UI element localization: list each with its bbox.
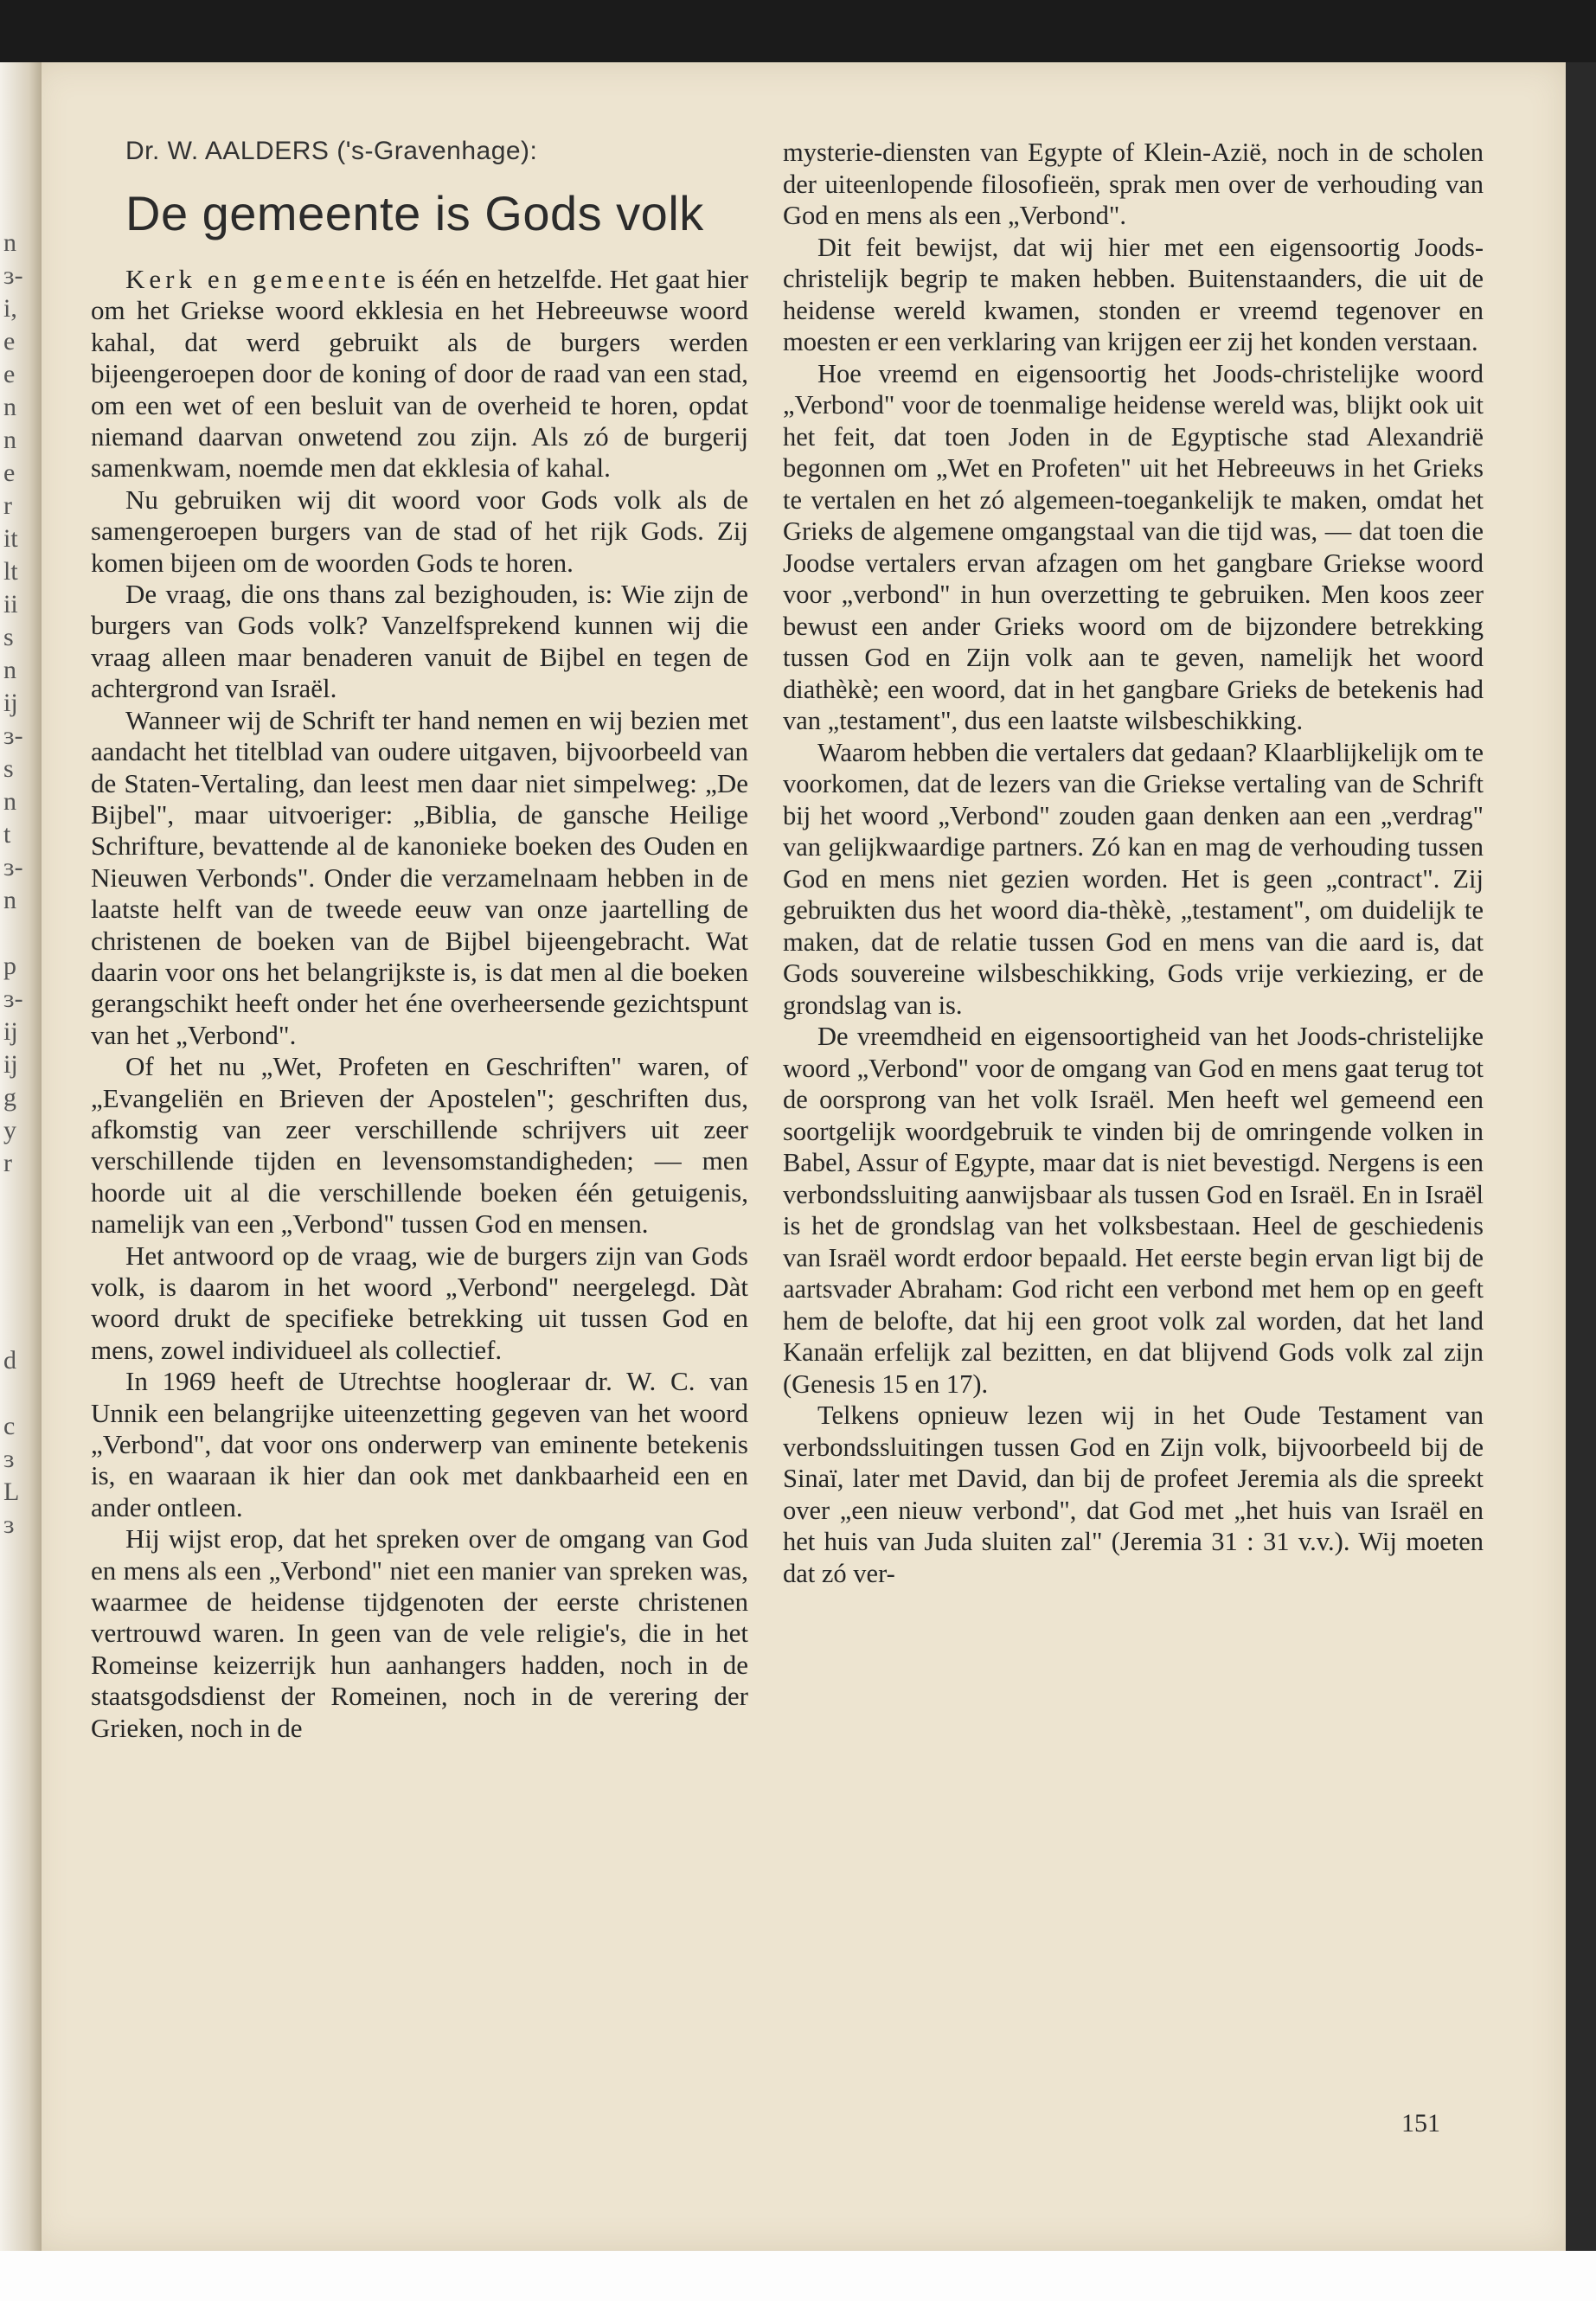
gutter-letter: t [3, 820, 11, 849]
gutter-letter: r [3, 491, 12, 520]
gutter-letter: n [3, 656, 16, 684]
gutter-letter: ij [3, 1017, 18, 1046]
gutter-letter [3, 1246, 22, 1279]
gutter-letter: e [3, 458, 16, 487]
paragraph [91, 705, 748, 1051]
gutter-letter: ɜ- [3, 984, 23, 1013]
paragraph [783, 1021, 1484, 1400]
paragraph [783, 137, 1484, 232]
article-byline: Dr. W. AALDERS ('s-Gravenhage): [125, 137, 538, 165]
left-column-body [91, 264, 748, 1744]
paragraph-text: De vreemdheid en eigensoortigheid van het Joods-christelijke woord „Verbond" voor de omgang van God en mens gaat terug tot de oorsprong van het volk Israël. Men heeft wel gemeend een soortgelijk woordgebruik te vinden bij de omringende volken in Babel, Assur of Egypte, maar dat is niet bevestigd. Nergens is een verbondssluiting aanwijsbaar als tussen God en Israël. En in Israël is het de grondslag van het volksbestaan. Heel de geschiedenis van Israël wordt erdoor bepaald. Het eerste begin ervan ligt bij de aartsvader Abraham: God richt een verbond met hem op en geeft hem de belofte, dat hij een groot volk zal worden, dat het land Kanaän erfelijk zal bezitten, en dat blijvend Gods volk zal zijn (Genesis 15 en 17). [783, 1022, 1484, 1399]
gutter-letter: n [3, 228, 16, 257]
left-column [91, 137, 748, 1744]
paragraph-text: Het antwoord op de vraag, wie de burgers zijn van Gods volk, is daarom in het woord „Verbond" neergelegd. Dàt woord drukt de specifieke betrekking uit tussen God en mens, zowel individueel als collectief. [91, 1240, 748, 1365]
paragraph [91, 1366, 748, 1523]
paragraph-text: Waarom hebben die vertalers dat gedaan? Klaarblijkelijk om te voorkomen, dat de lezers van die Griekse vertaling van de Schrift bij het woord „Verbond" zouden gaan denken aan een „verdrag" van gelijkwaardige partners. Zó kan en mag de verhouding tussen God en mens niet gezien worden. Het is geen „contract". Zij gebruikten dus het woord dia-thèkè, „testament", om duidelijk te maken, dat de relatie tussen God en mens van die aard is, dat Gods souvereine wilsbeschikking, Gods vrije verkiezing, er de grondslag van is. [783, 737, 1484, 1020]
paragraph-text: mysterie-diensten van Egypte of Klein-Azië, noch in de scholen der uiteenlopende filosofieën, sprak men over de verhouding van God en mens als een „Verbond". [783, 138, 1484, 230]
gutter-letter: n [3, 787, 16, 816]
gutter-letter: e [3, 360, 16, 388]
gutter-letter: ij [3, 1050, 18, 1079]
gutter-letter: ɜ- [3, 853, 23, 881]
gutter-letter: y [3, 1116, 16, 1144]
paragraph-text: Wanneer wij de Schrift ter hand nemen en wij bezien met aandacht het titelblad van oudere uitgaven, bijvoorbeeld van de Staten-Vertaling, dan leest men daar niet simpelweg: „De Bijbel", maar uitvoeriger: „Biblia, de gansche Heilige Schrifture, bevattende al de kanonieke boeken des Ouden en Nieuwen Verbonds". Onder die verzamelnaam hebben in de laatste helft van de tweede eeuw van onze jaartelling de christenen de boeken van de Bijbel bijeengebracht. Wat daarin voor ons het belangrijkste is, is dat men al die boeken gerangschikt heeft onder het éne overheersende gezichtspunt van het „Verbond". [91, 704, 748, 1050]
gutter-letter: s [3, 754, 14, 783]
paragraph-text: De vraag, die ons thans zal bezighouden, is: Wie zijn de burgers van Gods volk? Vanzelfsprekend kunnen wij die vraag alleen maar benaderen vanuit de Bijbel en tegen de achtergrond van Israël. [91, 579, 748, 704]
gutter-letter: c [3, 1412, 16, 1440]
paragraph [91, 1523, 748, 1744]
gutter-letter: e [3, 327, 16, 356]
top-dark-band [0, 0, 1596, 62]
paragraph-text: is één en hetzelfde. Het gaat hier om het Griekse woord ekklesia en het Hebreeuwse woord kahal, dat werd gebruikt als de burgers werden bijeengeroepen door de koning of door de raad van een stad, om een wet of een besluit van de overheid te horen, opdat niemand daarvan onwetend zou zijn. Als zó de burgerij samenkwam, noemde men dat ekklesia of kahal. [91, 264, 748, 484]
gutter-letter [3, 917, 22, 950]
paragraph [783, 1400, 1484, 1589]
gutter-letter [3, 1377, 22, 1410]
left-gutter-previous-page [0, 62, 42, 2251]
paragraph [91, 264, 748, 484]
paragraph [91, 484, 748, 579]
gutter-letter: n [3, 886, 16, 914]
gutter-letter: i, [3, 294, 17, 323]
gutter-letter: s [3, 623, 14, 651]
gutter-letter [3, 1279, 22, 1311]
paragraph-text: Hij wijst erop, dat het spreken over de omgang van God en mens als een „Verbond" niet een manier van spreken was, waarmee de heidense tijdgenoten der eerste christenen vertrouwd waren. In geen van de vele religie's, die in het Romeinse keizerrijk hun aanhangers hadden, noch in de staatsgodsdienst der Romeinen, noch in de verering der Grieken, noch in de [91, 1523, 748, 1743]
gutter-letter: ɜ [3, 1510, 15, 1539]
gutter-letter: r [3, 1149, 12, 1177]
page-number: 151 [1401, 2109, 1440, 2138]
gutter-letter: p [3, 952, 16, 980]
paragraph [91, 1240, 748, 1367]
paragraph [91, 579, 748, 705]
gutter-letter: ɜ [3, 1445, 15, 1473]
gutter-letter: ɜ- [3, 261, 23, 290]
right-dark-edge [1566, 62, 1596, 2251]
bottom-margin [0, 2251, 1596, 2301]
gutter-letter: g [3, 1083, 16, 1112]
paragraph [91, 1051, 748, 1240]
gutter-letter: ii [3, 590, 18, 619]
spaced-lead-words: Kerk en gemeente [125, 264, 390, 294]
gutter-letter: ij [3, 689, 18, 717]
gutter-letter: ɜ- [3, 721, 23, 750]
gutter-letter: d [3, 1346, 16, 1375]
paragraph-text: Telkens opnieuw lezen wij in het Oude Testament van verbondssluitingen tussen God en Zijn volk, bijvoorbeeld bij de Sinaï, later met David, dan bij de profeet Jeremia als die spreekt over „een nieuw verbond", dat God met „het huis van Israël en het huis van Juda sluiten zal" (Jeremia 31 : 31 v.v.). Wij moeten dat zó ver- [783, 1400, 1484, 1588]
gutter-letter: it [3, 524, 18, 553]
gutter-fragment-letters [3, 227, 22, 1541]
gutter-letter [3, 1213, 22, 1246]
gutter-letter: lt [3, 557, 18, 586]
paragraph [783, 737, 1484, 1022]
paragraph-text: Dit feit bewijst, dat wij hier met een eigensoortig Joods-christelijk begrip te maken hebben. Buitenstaanders, die uit de heidense wereld kwamen, stonden er vreemd tegenover en moesten er een verklaring van krijgen eer zij het konden verstaan. [783, 232, 1484, 356]
paragraph-text: Hoe vreemd en eigensoortig het Joods-christelijke woord „Verbond" voor de toenmalige heidense wereld was, blijkt ook uit het feit, dat toen Joden in de Egyptische stad Alexandrië begonnen om „Wet en Profeten" uit het Hebreeuws in het Grieks te vertalen en het zó algemeen-toegankelijk te maken, omdat het Grieks de algemene omgangstaal van die tijd was, — dat toen die Joodse vertalers ervan afzagen om het gangbare Griekse woord voor „verbond" in hun overzetting te gebruiken. Men koos zeer bewust een ander Grieks woord om de bijzondere betrekking tussen God en Zijn volk aan te geven, namelijk het woord diathèkè; een woord, dat in het gangbare Grieks de betekenis had van „testament", dus een laatste wilsbeschikking. [783, 358, 1484, 735]
gutter-letter: n [3, 393, 16, 421]
paragraph-text: In 1969 heeft de Utrechtse hoogleraar dr. W. C. van Unnik een belangrijke uiteenzetting gegeven van het woord „Verbond", dat voor ons onderwerp van eminente betekenis is, en waaraan ik hier dan ook met dankbaarheid een en ander ontleen. [91, 1366, 748, 1522]
paragraph-text: Of het nu „Wet, Profeten en Geschriften" waren, of „Evangeliën en Brieven der Apostelen"; geschriften dus, afkomstig van zeer verschillende schrijvers uit zeer verschillende tijden en levensomstandigheden; — men hoorde uit al die verschillende boeken één getuigenis, namelijk van een „Verbond" tussen God en mensen. [91, 1051, 748, 1240]
gutter-letter [3, 1180, 22, 1213]
paragraph [783, 358, 1484, 737]
paragraph-text: Nu gebruiken wij dit woord voor Gods volk als de samengeroepen burgers van de stad of het rijk Gods. Zij komen bijeen om de woorden Gods te horen. [91, 484, 748, 578]
right-column-body [783, 137, 1484, 1589]
paragraph [783, 232, 1484, 358]
article-title: De gemeente is Gods volk [125, 186, 704, 240]
gutter-letter: L [3, 1477, 20, 1506]
gutter-letter: n [3, 426, 16, 454]
right-column [783, 137, 1484, 1589]
gutter-letter [3, 1311, 22, 1344]
